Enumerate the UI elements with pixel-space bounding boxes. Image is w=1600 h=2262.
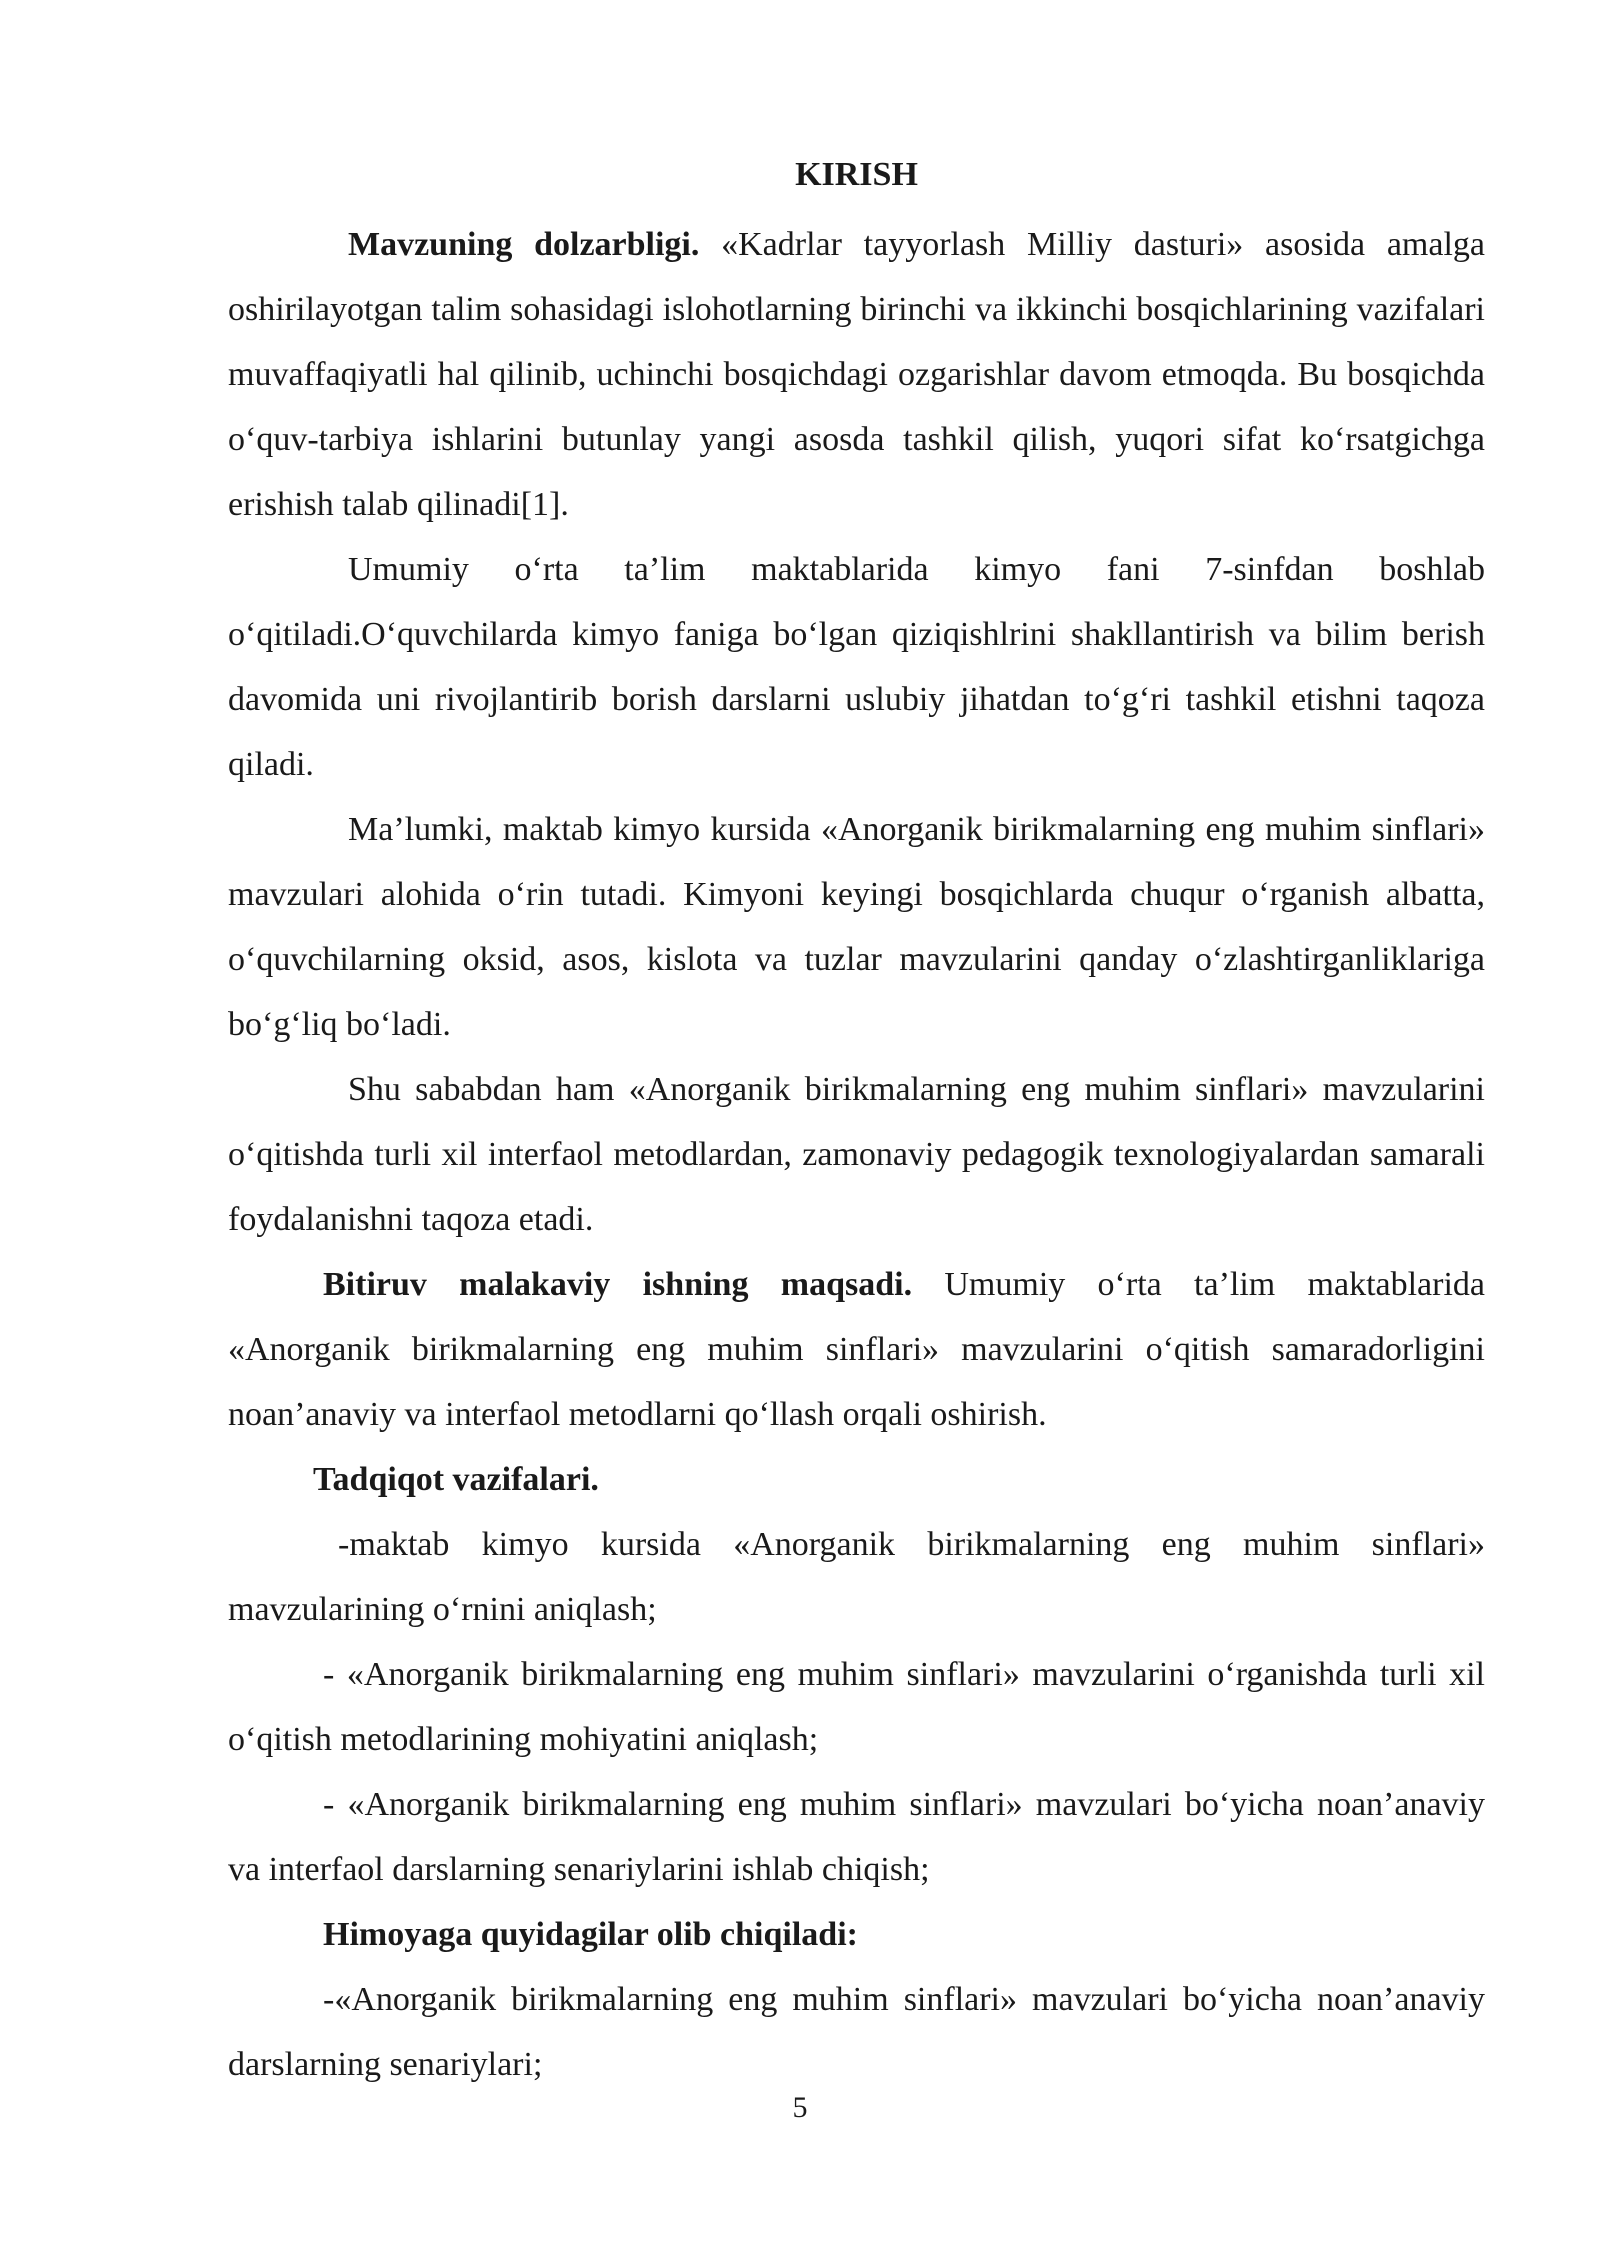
relevance-text: «Kadrlar tayyorlash Milliy dasturi» asosida amalga oshirilayotgan talim sohasidagi islohotlarning birinchi va ikkinchi bosqichlarining vazifalari muvaffaqiyatli hal qilinib, uchinchi bosqichdagi ozgarishlar davom etmoqda. Bu bosqichda o‘quv-tarbiya ishlarini butunlay yangi asosda tashkil qilish, yuqori sifat ko‘rsatgichga erishish talab qilinadi[1].: [228, 226, 1486, 523]
paragraph-goal: [228, 1252, 1485, 1447]
page-number: 5: [792, 2091, 808, 2124]
defense-item-1: -«Anorganik birikmalarning eng muhim sinflari» mavzulari bo‘yicha noan’anaviy darslarning senariylari;: [228, 1981, 1485, 2083]
paragraph-methods: Shu sababdan ham «Anorganik birikmalarning eng muhim sinflari» mavzularini o‘qitishda turli xil interfaol metodlardan, zamonaviy pedagogik texnologiyalardan samarali foydalanishni taqoza etadi.: [228, 1071, 1485, 1238]
tasks-heading: Tadqiqot vazifalari.: [313, 1461, 599, 1498]
defense-heading: Himoyaga quyidagilar olib chiqiladi:: [323, 1916, 858, 1953]
paragraph-chemistry-intro: Umumiy o‘rta ta’lim maktablarida kimyo fani 7-sinfdan boshlab o‘qitiladi.O‘quvchilarda kimyo faniga bo‘lgan qiziqishlrini shakllantirish va bilim berish davomida uni rivojlantirib borish darslarni uslubiy jihatdan to‘g‘ri tashkil etishni taqoza qiladi.: [228, 551, 1485, 783]
document-page: [228, 148, 1485, 2097]
goal-text: Umumiy o‘rta ta’lim maktablarida «Anorganik birikmalarning eng muhim sinflari» mavzularini o‘qitish samaradorligini noan’anaviy va interfaol metodlarni qo‘llash orqali oshirish.: [228, 1266, 1485, 1433]
task-item-3: - «Anorganik birikmalarning eng muhim sinflari» mavzulari bo‘yicha noan’anaviy va interfaol darslarning senariylarini ishlab chiqish;: [228, 1786, 1485, 1888]
paragraph-relevance: [228, 212, 1485, 537]
task-item-1: -maktab kimyo kursida «Anorganik birikmalarning eng muhim sinflari» mavzularining o‘rnini aniqlash;: [228, 1526, 1485, 1628]
goal-heading: Bitiruv malakaviy ishning maqsadi.: [323, 1266, 913, 1303]
relevance-heading: Mavzuning dolzarbligi.: [348, 226, 700, 263]
task-item-2: - «Anorganik birikmalarning eng muhim sinflari» mavzularini o‘rganishda turli xil o‘qitish metodlarining mohiyatini aniqlash;: [228, 1656, 1485, 1758]
paragraph-inorganic-topics: Ma’lumki, maktab kimyo kursida «Anorganik birikmalarning eng muhim sinflari» mavzulari alohida o‘rin tutadi. Kimyoni keyingi bosqichlarda chuqur o‘rganish albatta, o‘quvchilarning oksid, asos, kislota va tuzlar mavzularini qanday o‘zlashtirganliklariga bo‘g‘liq bo‘ladi.: [228, 811, 1485, 1043]
section-title: KIRISH: [795, 156, 918, 193]
